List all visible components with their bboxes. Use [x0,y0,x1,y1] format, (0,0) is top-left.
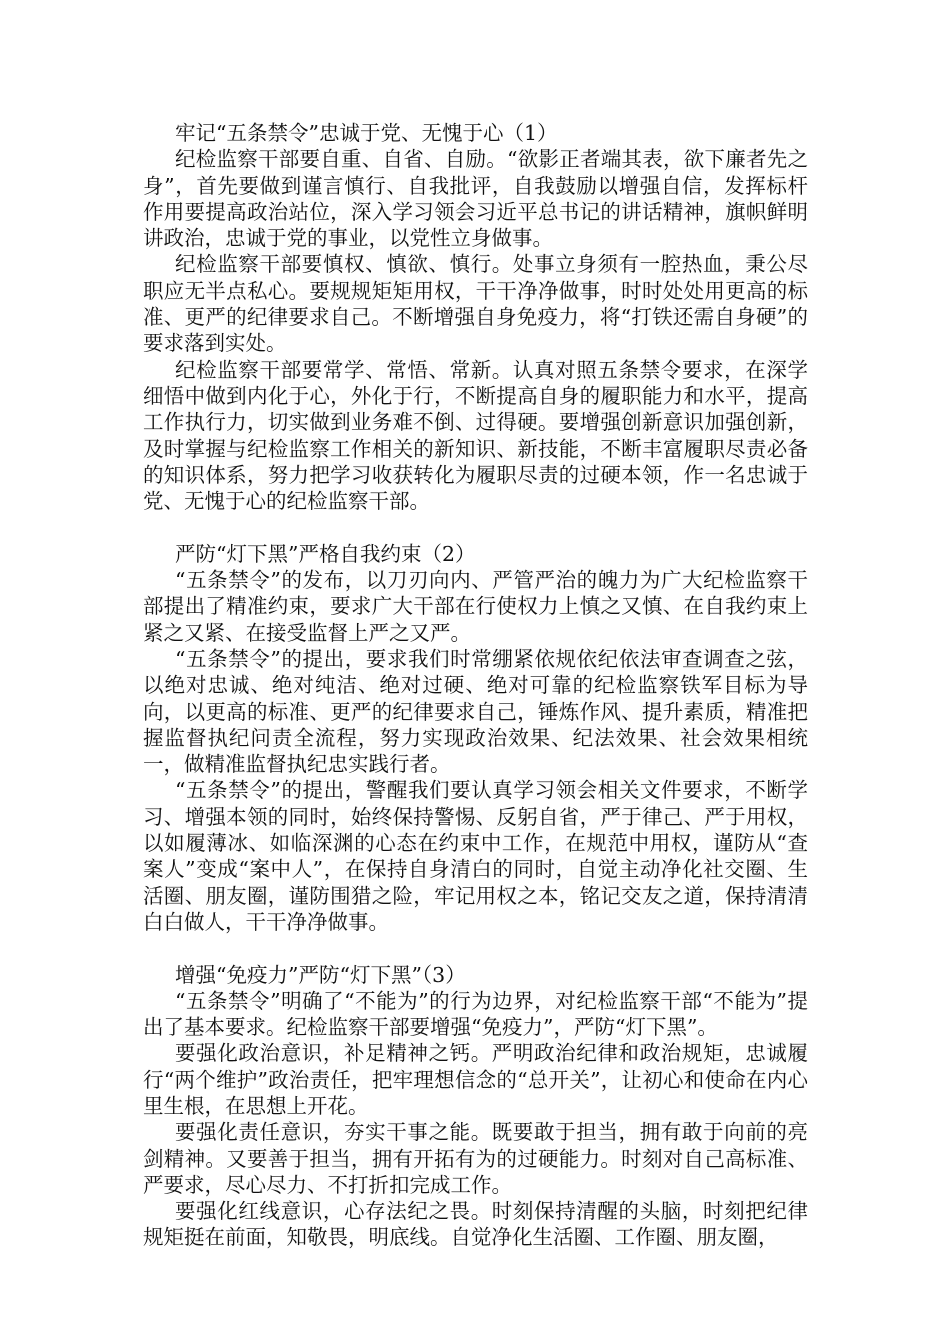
document-body [143,120,808,1277]
paragraph: “五条禁令”的提出，警醒我们要认真学习领会相关文件要求，不断学习、增强本领的同时，始终保持警惕、反躬自省，严于律己、严于用权，以如履薄冰、如临深渊的心态在约束中工作，在规范中用权，谨防从“查案人”变成“案中人”，在保持自身清白的同时，自觉主动净化社交圈、生活圈、朋友圈，谨防围猎之险，牢记用权之本，铭记交友之道，保持清清白白做人，干干净净做事。 [143,778,808,934]
paragraph: “五条禁令”的发布，以刀刃向内、严管严治的魄力为广大纪检监察干部提出了精准约束，要求广大干部在行使权力上慎之又慎、在自我约束上紧之又紧、在接受监督上严之又严。 [143,568,808,645]
paragraph: 要强化政治意识，补足精神之钙。严明政治纪律和政治规矩，忠诚履行“两个维护”政治责任，把牢理想信念的“总开关”，让初心和使命在内心里生根，在思想上开花。 [143,1041,808,1118]
section-heading: 增强“免疫力”严防“灯下黑”（3） [175,962,466,987]
paragraph: 要强化红线意识，心存法纪之畏。时刻保持清醒的头脑，时刻把纪律规矩挺在前面，知敬畏，明底线。自觉净化生活圈、工作圈、朋友圈， [143,1199,808,1250]
paragraph: 纪检监察干部要常学、常悟、常新。认真对照五条禁令要求，在深学细悟中做到内化于心，外化于行，不断提高自身的履职能力和水平，提高工作执行力，切实做到业务难不倒、过得硬。要增强创新意识加强创新，及时掌握与纪检监察工作相关的新知识、新技能，不断丰富履职尽责必备的知识体系，努力把学习收获转化为履职尽责的过硬本领，作一名忠诚于党、无愧于心的纪检监察干部。 [143,357,808,514]
section-heading: 牢记“五条禁令”忠诚于党、无愧于心（1） [175,121,558,145]
paragraph: 纪检监察干部要自重、自省、自励。“欲影正者端其表，欲下廉者先之身”，首先要做到谨言慎行、自我批评，自我鼓励以增强自信，发挥标杆作用要提高政治站位，深入学习领会习近平总书记的讲话精神，旗帜鲜明讲政治，忠诚于党的事业，以党性立身做事。 [143,147,808,251]
section-2 [143,541,808,935]
paragraph: 要强化责任意识，夯实干事之能。既要敢于担当，拥有敢于向前的亮剑精神。又要善于担当，拥有开拓有为的过硬能力。时刻对自己高标准、严要求，尽心尽力、不打折扣完成工作。 [143,1120,808,1197]
paragraph: 纪检监察干部要慎权、慎欲、慎行。处事立身须有一腔热血，秉公尽职应无半点私心。要规规矩矩用权，干干净净做事，时时处处用更高的标准、更严的纪律要求自己。不断增强自身免疫力，将“打铁还需自身硬”的要求落到实处。 [143,252,808,356]
section-3 [143,962,808,1251]
paragraph: “五条禁令”明确了“不能为”的行为边界，对纪检监察干部“不能为”提出了基本要求。纪检监察干部要增强“免疫力”，严防“灯下黑”。 [143,988,808,1040]
section-heading: 严防“灯下黑”严格自我约束（2） [175,541,476,566]
section-1 [143,120,808,514]
paragraph: “五条禁令”的提出，要求我们时常绷紧依规依纪依法审查调查之弦，以绝对忠诚、绝对纯洁、绝对过硬、绝对可靠的纪检监察铁军目标为导向，以更高的标准、更严的纪律要求自己，锤炼作风、提升素质，精准把握监督执纪问责全流程，努力实现政治效果、纪法效果、社会效果相统一，做精准监督执纪忠实践行者。 [143,646,808,777]
